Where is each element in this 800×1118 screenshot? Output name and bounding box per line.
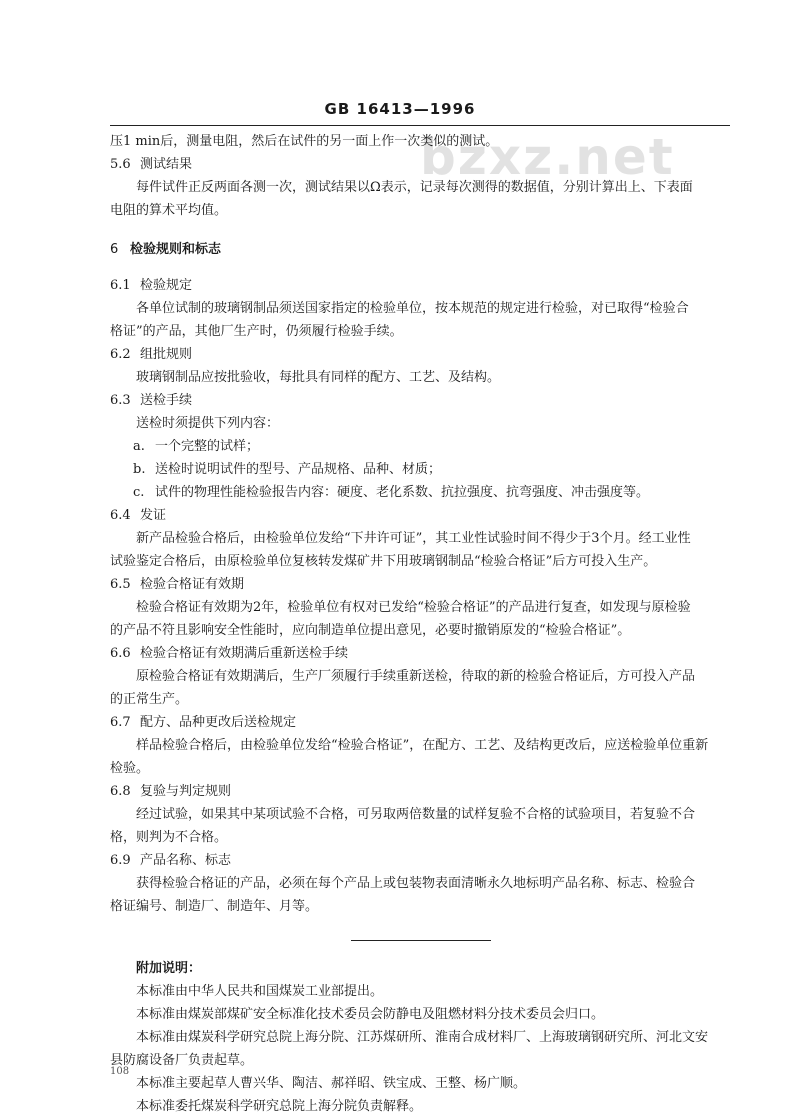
section-number: 6.1 <box>110 278 131 293</box>
paragraph-continuation: 格，则判为不合格。 <box>110 830 228 845</box>
section-number: 6.4 <box>110 508 131 523</box>
section-number: 6.9 <box>110 853 131 868</box>
chapter-title: 检验规则和标志 <box>130 242 222 257</box>
section-title: 产品名称、标志 <box>140 853 232 868</box>
paragraph: 每件试件正反两面各测一次，测试结果以Ω表示，记录每次测得的数据值，分别计算出上、下表面 <box>136 180 693 195</box>
paragraph: 压1 min后，测量电阻，然后在试件的另一面上作一次类似的测试。 <box>110 134 499 149</box>
section-heading-6-4 <box>110 504 732 527</box>
section-number: 6.5 <box>110 577 131 592</box>
section-title: 送检手续 <box>140 393 193 408</box>
section-heading-6-5 <box>110 573 732 596</box>
chapter-heading-6 <box>110 238 732 261</box>
note-line-continuation: 县防腐设备厂负责起草。 <box>110 1053 254 1068</box>
paragraph: 获得检验合格证的产品，必须在每个产品上或包装物表面清晰永久地标明产品名称、标志、检验合 <box>136 876 696 891</box>
section-number: 6.6 <box>110 646 131 661</box>
paragraph-continuation: 试验鉴定合格后，由原检验单位复核转发煤矿井下用玻璃钢制品“检验合格证”后方可投入生产。 <box>110 554 657 569</box>
paragraph: 检验合格证有效期为2年，检验单位有权对已发给“检验合格证”的产品进行复查，如发现与原检验 <box>136 600 691 615</box>
document-body <box>110 130 732 1118</box>
note-line: 本标准委托煤炭科学研究总院上海分院负责解释。 <box>136 1099 423 1114</box>
note-line: 本标准由中华人民共和国煤炭工业部提出。 <box>136 984 384 999</box>
end-divider <box>351 940 491 941</box>
paragraph: 送检时须提供下列内容： <box>136 416 280 431</box>
list-text: 试件的物理性能检验报告内容：硬度、老化系数、抗拉强度、抗弯强度、冲击强度等。 <box>155 485 650 500</box>
section-number: 6.3 <box>110 393 131 408</box>
list-text: 一个完整的试样； <box>155 439 260 454</box>
section-title: 组批规则 <box>140 347 193 362</box>
paragraph: 玻璃钢制品应按批验收，每批具有同样的配方、工艺、及结构。 <box>136 370 501 385</box>
paragraph-continuation: 的正常生产。 <box>110 692 189 707</box>
section-heading-5-6 <box>110 153 732 176</box>
paragraph-continuation: 检验。 <box>110 761 150 776</box>
section-heading-6-2 <box>110 343 732 366</box>
note-line: 本标准由煤炭部煤矿安全标准化技术委员会防静电及阻燃材料分技术委员会归口。 <box>136 1007 605 1022</box>
paragraph: 各单位试制的玻璃钢制品须送国家指定的检验单位，按本规范的规定进行检验，对已取得“检验合 <box>136 301 689 316</box>
section-number: 5.6 <box>110 157 131 172</box>
section-title: 检验合格证有效期 <box>140 577 245 592</box>
section-heading-6-3 <box>110 389 732 412</box>
watermark: bzxz.net <box>420 128 675 186</box>
page-header-standard: GB 16413—1996 <box>324 100 476 118</box>
section-number: 6.7 <box>110 715 131 730</box>
section-heading-6-9 <box>110 849 732 872</box>
header-rule <box>110 125 730 126</box>
note-line: 本标准主要起草人曹兴华、陶洁、郝祥昭、铁宝成、王整、杨广顺。 <box>136 1076 527 1091</box>
list-item <box>110 458 732 481</box>
list-item <box>110 435 732 458</box>
section-title: 检验规定 <box>140 278 193 293</box>
section-number: 6.8 <box>110 784 131 799</box>
section-heading-6-6 <box>110 642 732 665</box>
section-heading-6-7 <box>110 711 732 734</box>
section-heading-6-1 <box>110 274 732 297</box>
paragraph: 样品检验合格后，由检验单位发给“检验合格证”，在配方、工艺、及结构更改后，应送检验单位重新 <box>136 738 709 753</box>
section-heading-6-8 <box>110 780 732 803</box>
note-line: 本标准由煤炭科学研究总院上海分院、江苏煤研所、淮南合成材料厂、上海玻璃钢研究所、河北文安 <box>136 1030 709 1045</box>
section-title: 测试结果 <box>140 157 193 172</box>
notes-title: 附加说明： <box>136 961 202 976</box>
paragraph-continuation: 格证编号、制造厂、制造年、月等。 <box>110 899 319 914</box>
list-label: b. <box>133 462 146 477</box>
section-title: 配方、品种更改后送检规定 <box>140 715 297 730</box>
paragraph: 原检验合格证有效期满后，生产厂须履行手续重新送检，待取的新的检验合格证后，方可投入产品 <box>136 669 696 684</box>
section-title: 检验合格证有效期满后重新送检手续 <box>140 646 349 661</box>
paragraph: 经过试验，如果其中某项试验不合格，可另取两倍数量的试样复验不合格的试验项目，若复验不合 <box>136 807 696 822</box>
section-title: 复验与判定规则 <box>140 784 232 799</box>
paragraph-continuation: 的产品不符且影响安全性能时，应向制造单位提出意见，必要时撤销原发的“检验合格证”。 <box>110 623 631 638</box>
paragraph-continuation: 电阻的算术平均值。 <box>110 203 228 218</box>
paragraph-continuation: 格证”的产品，其他厂生产时，仍须履行检验手续。 <box>110 324 403 339</box>
list-label: c. <box>133 485 145 500</box>
list-label: a. <box>133 439 145 454</box>
page-number: 108 <box>110 1066 130 1077</box>
section-title: 发证 <box>140 508 167 523</box>
list-text: 送检时说明试件的型号、产品规格、品种、材质； <box>155 462 442 477</box>
list-item <box>110 481 732 504</box>
chapter-number: 6 <box>110 242 119 257</box>
paragraph: 新产品检验合格后，由检验单位发给“下井许可证”，其工业性试验时间不得少于3个月。经工业性 <box>136 531 691 546</box>
section-number: 6.2 <box>110 347 131 362</box>
